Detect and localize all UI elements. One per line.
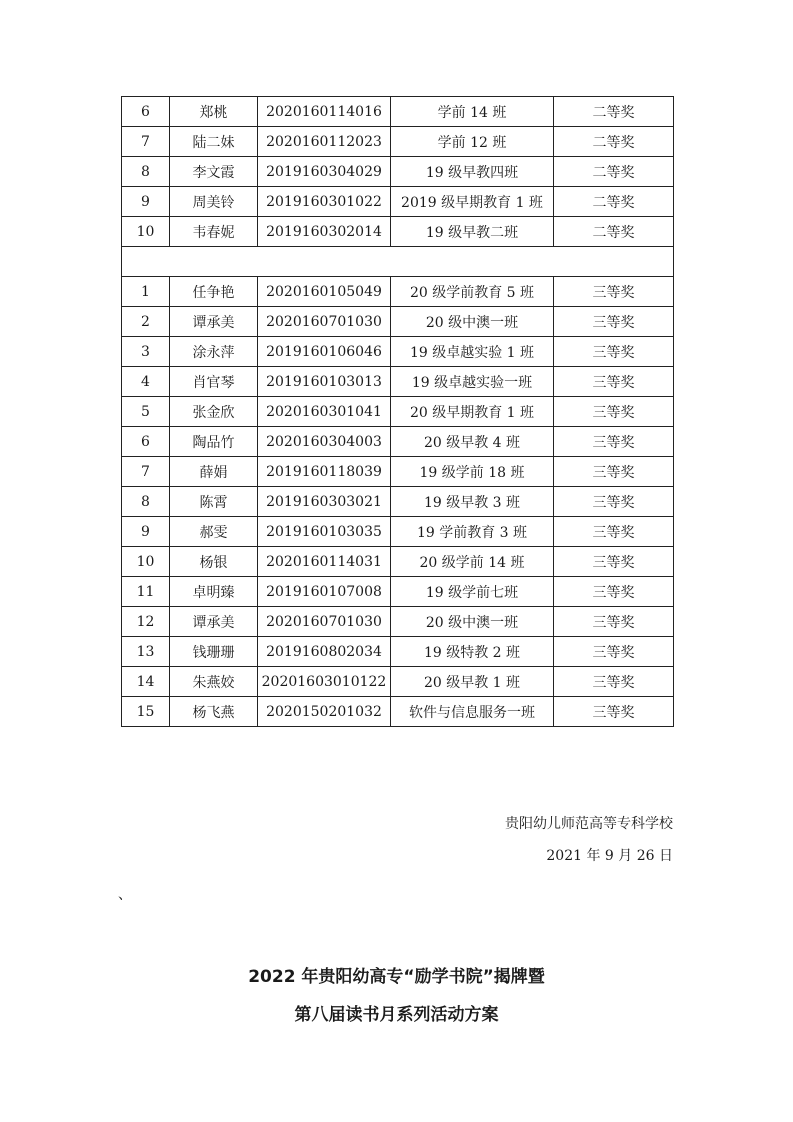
cell-number: 11: [122, 577, 170, 607]
cell-number: 2: [122, 307, 170, 337]
cell-name: 朱燕姣: [170, 667, 258, 697]
cell-name: 肖官琴: [170, 367, 258, 397]
cell-student-id: 2019160103035: [258, 517, 391, 547]
cell-class: 19 级早教 3 班: [391, 487, 554, 517]
table-row: [122, 217, 674, 247]
cell-number: 7: [122, 457, 170, 487]
cell-number: 13: [122, 637, 170, 667]
cell-class: 19 级特教 2 班: [391, 637, 554, 667]
cell-number: 5: [122, 397, 170, 427]
separator-cell: [122, 247, 674, 277]
cell-student-id: 2019160304029: [258, 157, 391, 187]
table-row: [122, 157, 674, 187]
table-row: [122, 277, 674, 307]
cell-number: 1: [122, 277, 170, 307]
separator-row: [122, 247, 674, 277]
cell-class: 软件与信息服务一班: [391, 697, 554, 727]
cell-student-id: 2019160301022: [258, 187, 391, 217]
cell-award: 三等奖: [554, 337, 674, 367]
cell-class: 20 级早期教育 1 班: [391, 397, 554, 427]
cell-student-id: 2020160114016: [258, 97, 391, 127]
cell-number: 7: [122, 127, 170, 157]
cell-class: 学前 12 班: [391, 127, 554, 157]
table-row: [122, 517, 674, 547]
cell-award: 二等奖: [554, 97, 674, 127]
cell-number: 10: [122, 217, 170, 247]
table-row: [122, 307, 674, 337]
cell-name: 钱珊珊: [170, 637, 258, 667]
cell-number: 8: [122, 487, 170, 517]
cell-class: 19 级早教二班: [391, 217, 554, 247]
table-row: [122, 397, 674, 427]
cell-class: 学前 14 班: [391, 97, 554, 127]
cell-award: 二等奖: [554, 187, 674, 217]
cell-name: 任争艳: [170, 277, 258, 307]
cell-class: 19 级学前七班: [391, 577, 554, 607]
table-row: [122, 187, 674, 217]
cell-student-id: 2020150201032: [258, 697, 391, 727]
cell-name: 周美铃: [170, 187, 258, 217]
cell-student-id: 2019160103013: [258, 367, 391, 397]
cell-number: 12: [122, 607, 170, 637]
cell-number: 14: [122, 667, 170, 697]
cell-name: 谭承美: [170, 307, 258, 337]
cell-student-id: 2019160107008: [258, 577, 391, 607]
cell-class: 19 级学前 18 班: [391, 457, 554, 487]
award-list-body: [122, 97, 674, 727]
cell-award: 二等奖: [554, 127, 674, 157]
cell-class: 20 级早教 4 班: [391, 427, 554, 457]
cell-class: 2019 级早期教育 1 班: [391, 187, 554, 217]
table-row: [122, 427, 674, 457]
cell-award: 三等奖: [554, 427, 674, 457]
cell-name: 陆二妹: [170, 127, 258, 157]
cell-student-id: 2019160118039: [258, 457, 391, 487]
cell-award: 三等奖: [554, 487, 674, 517]
cell-student-id: 20201603010122: [258, 667, 391, 697]
cell-class: 19 级卓越实验 1 班: [391, 337, 554, 367]
cell-award: 三等奖: [554, 397, 674, 427]
cell-student-id: 2020160701030: [258, 607, 391, 637]
cell-student-id: 2019160302014: [258, 217, 391, 247]
cell-name: 张金欣: [170, 397, 258, 427]
cell-student-id: 2020160112023: [258, 127, 391, 157]
cell-award: 三等奖: [554, 637, 674, 667]
cell-student-id: 2020160105049: [258, 277, 391, 307]
cell-number: 4: [122, 367, 170, 397]
cell-number: 9: [122, 517, 170, 547]
cell-student-id: 2019160802034: [258, 637, 391, 667]
cell-award: 三等奖: [554, 457, 674, 487]
cell-number: 8: [122, 157, 170, 187]
table-row: [122, 667, 674, 697]
cell-number: 9: [122, 187, 170, 217]
cell-class: 20 级早教 1 班: [391, 667, 554, 697]
cell-award: 三等奖: [554, 367, 674, 397]
cell-name: 杨飞燕: [170, 697, 258, 727]
cell-student-id: 2020160701030: [258, 307, 391, 337]
table-row: [122, 487, 674, 517]
table-row: [122, 127, 674, 157]
cell-number: 3: [122, 337, 170, 367]
cell-class: 20 级中澳一班: [391, 607, 554, 637]
table-row: [122, 547, 674, 577]
cell-award: 三等奖: [554, 517, 674, 547]
cell-name: 郑桃: [170, 97, 258, 127]
cell-award: 三等奖: [554, 697, 674, 727]
issue-date: 2021 年 9 月 26 日: [546, 848, 673, 864]
cell-award: 三等奖: [554, 607, 674, 637]
table-row: [122, 97, 674, 127]
cell-student-id: 2019160106046: [258, 337, 391, 367]
table-row: [122, 457, 674, 487]
section-title-line1: 2022 年贵阳幼高专“励学书院”揭牌暨: [248, 967, 545, 987]
cell-number: 6: [122, 427, 170, 457]
cell-number: 10: [122, 547, 170, 577]
cell-number: 6: [122, 97, 170, 127]
cell-name: 李文霞: [170, 157, 258, 187]
cell-name: 郝雯: [170, 517, 258, 547]
cell-name: 陈霄: [170, 487, 258, 517]
cell-name: 谭承美: [170, 607, 258, 637]
section-title-line2: 第八届读书月系列活动方案: [294, 1005, 499, 1025]
cell-number: 15: [122, 697, 170, 727]
cell-award: 三等奖: [554, 547, 674, 577]
cell-student-id: 2020160114031: [258, 547, 391, 577]
cell-award: 二等奖: [554, 157, 674, 187]
table-row: [122, 697, 674, 727]
cell-award: 三等奖: [554, 667, 674, 697]
award-list-table: [121, 96, 674, 727]
cell-name: 薛娟: [170, 457, 258, 487]
table-row: [122, 577, 674, 607]
cell-class: 20 级中澳一班: [391, 307, 554, 337]
cell-class: 19 级早教四班: [391, 157, 554, 187]
cell-award: 二等奖: [554, 217, 674, 247]
stray-mark: 、: [118, 887, 132, 903]
issuer-school: 贵阳幼儿师范高等专科学校: [505, 816, 673, 832]
table-row: [122, 367, 674, 397]
cell-student-id: 2019160303021: [258, 487, 391, 517]
cell-class: 19 学前教育 3 班: [391, 517, 554, 547]
cell-name: 韦春妮: [170, 217, 258, 247]
cell-name: 卓明臻: [170, 577, 258, 607]
cell-name: 陶品竹: [170, 427, 258, 457]
table-row: [122, 607, 674, 637]
cell-award: 三等奖: [554, 307, 674, 337]
cell-award: 三等奖: [554, 277, 674, 307]
cell-class: 20 级学前 14 班: [391, 547, 554, 577]
cell-student-id: 2020160301041: [258, 397, 391, 427]
table-row: [122, 637, 674, 667]
cell-name: 杨银: [170, 547, 258, 577]
cell-name: 涂永萍: [170, 337, 258, 367]
cell-class: 19 级卓越实验一班: [391, 367, 554, 397]
table-row: [122, 337, 674, 367]
cell-student-id: 2020160304003: [258, 427, 391, 457]
cell-award: 三等奖: [554, 577, 674, 607]
cell-class: 20 级学前教育 5 班: [391, 277, 554, 307]
